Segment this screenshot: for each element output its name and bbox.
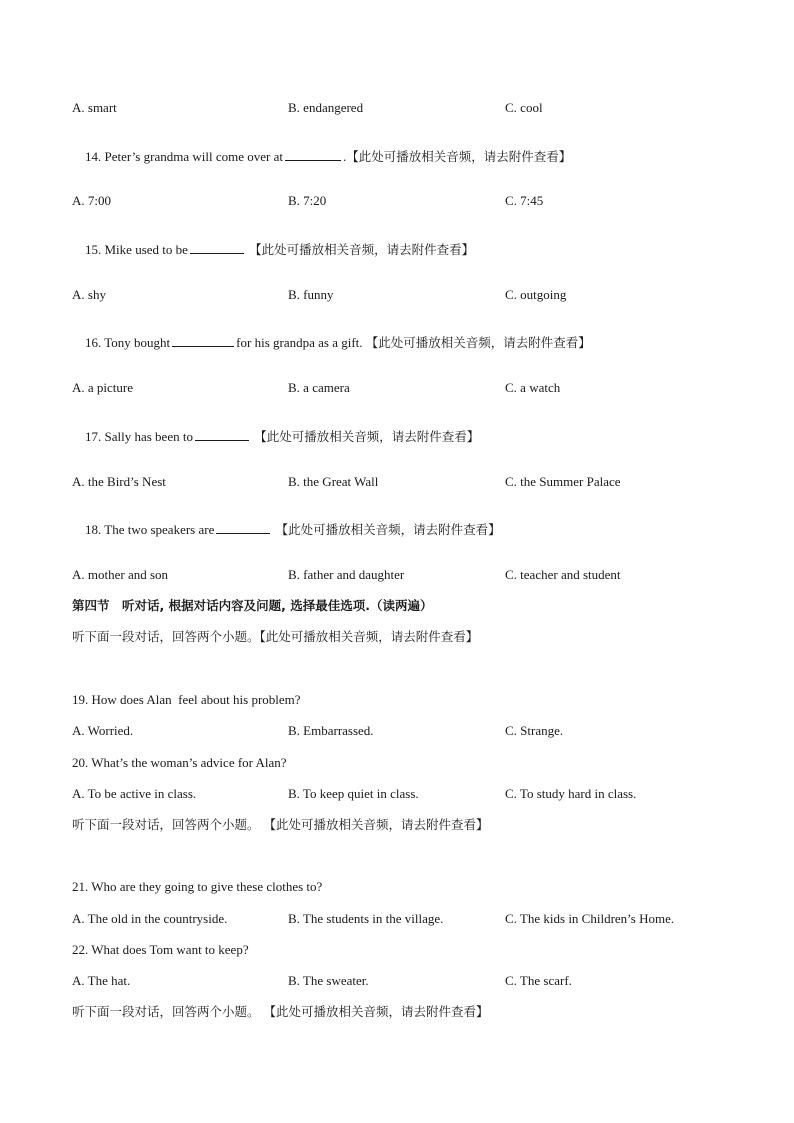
- q21-option-a[interactable]: A. The old in the countryside.: [72, 911, 228, 926]
- dialogue-intro-1: 听下面一段对话，回答两个小题。【此处可播放相关音频，请去附件查看】: [72, 629, 479, 644]
- q13-option-a[interactable]: A. smart: [72, 100, 117, 115]
- q21-option-c[interactable]: C. The kids in Children’s Home.: [505, 911, 675, 926]
- q18-blank[interactable]: [216, 521, 270, 534]
- q17-option-b[interactable]: B. the Great Wall: [288, 474, 379, 489]
- q14-blank[interactable]: [285, 148, 341, 161]
- q17-option-a[interactable]: A. the Bird’s Nest: [72, 474, 166, 489]
- q21-option-b[interactable]: B. The students in the village.: [288, 911, 444, 926]
- q18-audio-note: 【此处可播放相关音频，请去附件查看】: [275, 522, 501, 537]
- q19-option-a[interactable]: A. Worried.: [72, 723, 134, 738]
- q14-text: 14. Peter’s grandma will come over at: [85, 149, 283, 164]
- q14-options: [72, 193, 762, 209]
- q15-audio-note: 【此处可播放相关音频，请去附件查看】: [249, 242, 475, 257]
- q19-question: 19. How does Alan feel about his problem?: [72, 692, 301, 707]
- q16-blank[interactable]: [172, 334, 234, 347]
- q18-option-a[interactable]: A. mother and son: [72, 567, 169, 582]
- q22-options: [72, 973, 762, 989]
- q22-question: 22. What does Tom want to keep?: [72, 942, 249, 957]
- q15-options: [72, 287, 762, 303]
- q17-blank[interactable]: [195, 428, 249, 441]
- q19-options: [72, 723, 762, 739]
- q20-options: [72, 786, 762, 802]
- q19-option-b[interactable]: B. Embarrassed.: [288, 723, 374, 738]
- q20-question: 20. What’s the woman’s advice for Alan?: [72, 755, 287, 770]
- q19-option-c[interactable]: C. Strange.: [505, 723, 564, 738]
- q17-option-c[interactable]: C. the Summer Palace: [505, 474, 621, 489]
- q18-text: 18. The two speakers are: [85, 522, 215, 537]
- dialogue-intro-2: 听下面一段对话，回答两个小题。 【此处可播放相关音频，请去附件查看】: [72, 817, 489, 832]
- q17-question: [72, 412, 479, 461]
- q18-question: [72, 505, 501, 554]
- q16-options: [72, 380, 762, 396]
- q22-option-a[interactable]: A. The hat.: [72, 973, 131, 988]
- q17-text: 17. Sally has been to: [85, 429, 193, 444]
- q20-option-b[interactable]: B. To keep quiet in class.: [288, 786, 419, 801]
- q15-option-a[interactable]: A. shy: [72, 287, 106, 302]
- q16-question: [72, 318, 591, 367]
- q18-option-c[interactable]: C. teacher and student: [505, 567, 621, 582]
- q13-option-c[interactable]: C. cool: [505, 100, 543, 115]
- q18-option-b[interactable]: B. father and daughter: [288, 567, 405, 582]
- q14-text-end: .: [342, 149, 347, 164]
- q13-options: [72, 100, 762, 116]
- q16-option-a[interactable]: A. a picture: [72, 380, 134, 395]
- section-4-heading: 第四节 听对话, 根据对话内容及问题, 选择最佳选项.（读两遍）: [72, 598, 433, 613]
- q14-option-c[interactable]: C. 7:45: [505, 193, 544, 208]
- q13-option-b[interactable]: B. endangered: [288, 100, 364, 115]
- q21-question: 21. Who are they going to give these clothes to?: [72, 879, 323, 894]
- q15-blank[interactable]: [190, 241, 244, 254]
- q16-text-end: for his grandpa as a gift.: [236, 335, 363, 350]
- q17-audio-note: 【此处可播放相关音频，请去附件查看】: [254, 429, 480, 444]
- q15-option-c[interactable]: C. outgoing: [505, 287, 567, 302]
- q17-options: [72, 474, 762, 490]
- q16-audio-note: 【此处可播放相关音频，请去附件查看】: [365, 335, 591, 350]
- q20-option-c[interactable]: C. To study hard in class.: [505, 786, 637, 801]
- q16-option-c[interactable]: C. a watch: [505, 380, 561, 395]
- q16-option-b[interactable]: B. a camera: [288, 380, 350, 395]
- q22-option-c[interactable]: C. The scarf.: [505, 973, 572, 988]
- q14-audio-note: 【此处可播放相关音频，请去附件查看】: [346, 149, 572, 164]
- q20-option-a[interactable]: A. To be active in class.: [72, 786, 197, 801]
- q15-question: [72, 225, 474, 274]
- q14-option-a[interactable]: A. 7:00: [72, 193, 111, 208]
- q18-options: [72, 567, 762, 583]
- q16-text: 16. Tony bought: [85, 335, 171, 350]
- dialogue-intro-3: 听下面一段对话，回答两个小题。 【此处可播放相关音频，请去附件查看】: [72, 1004, 489, 1019]
- q14-question: [72, 132, 571, 181]
- q21-options: [72, 911, 762, 927]
- q15-option-b[interactable]: B. funny: [288, 287, 334, 302]
- q14-option-b[interactable]: B. 7:20: [288, 193, 327, 208]
- q15-text: 15. Mike used to be: [85, 242, 188, 257]
- q22-option-b[interactable]: B. The sweater.: [288, 973, 369, 988]
